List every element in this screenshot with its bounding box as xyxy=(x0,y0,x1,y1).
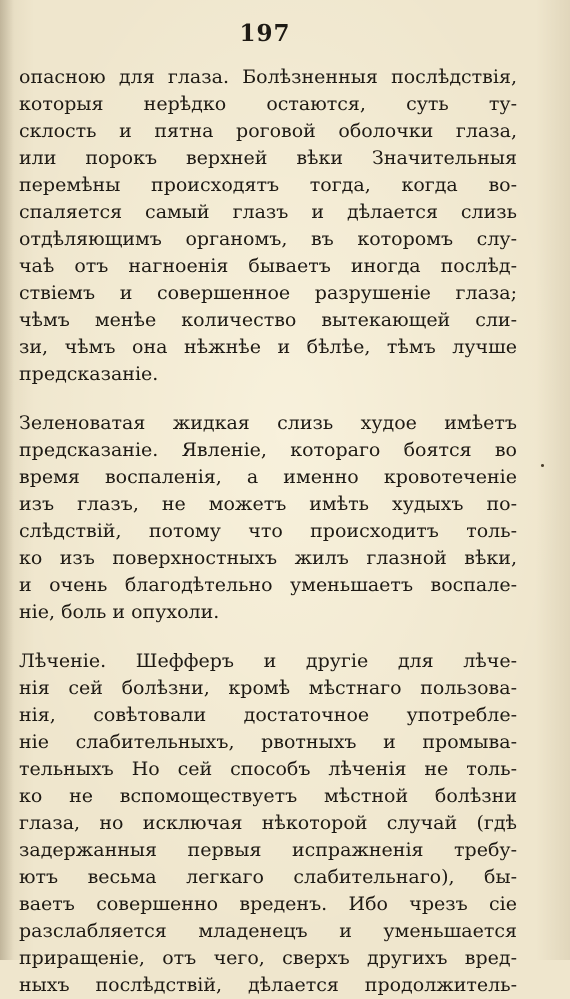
paragraph-2 xyxy=(19,410,517,626)
text-line: или порокъ верхней вѣки Значительныя xyxy=(19,147,517,169)
text-line: опасною для глаза. Болѣзненныя послѣдствія, xyxy=(19,66,517,88)
text-line: предсказаніе. Явленіе, котораго боятся во xyxy=(19,439,517,461)
margin-ink-speck xyxy=(541,464,544,467)
text-line: чаѣ отъ нагноенія бываетъ иногда послѣд- xyxy=(19,255,517,277)
text-line: разслабляется младенецъ и уменьшается xyxy=(19,920,517,942)
binding-shadow xyxy=(0,0,14,960)
text-line: нія сей болѣзни, кромѣ мѣстнаго пользова- xyxy=(19,677,517,699)
text-line: отдѣляющимъ органомъ, въ которомъ слу- xyxy=(19,228,517,250)
text-line: приращеніе, отъ чего, сверхъ другихъ вред- xyxy=(19,947,517,969)
paragraph-3 xyxy=(19,648,517,999)
paragraph-1 xyxy=(19,64,517,388)
text-line: задержанныя первыя испражненія требу- xyxy=(19,839,517,861)
paragraph-gap xyxy=(19,626,517,648)
page-number: 197 xyxy=(239,20,291,47)
text-line: ко не вспомоществуетъ мѣстной болѣзни xyxy=(19,785,517,807)
text-line: чѣмъ менѣе количество вытекающей сли- xyxy=(19,309,517,331)
text-line: изъ глазъ, не можетъ имѣть худыхъ по- xyxy=(19,493,517,515)
text-line: ко изъ поверхностныхъ жилъ глазной вѣки, xyxy=(19,547,517,569)
text-line: склость и пятна роговой оболочки глаза, xyxy=(19,120,517,142)
text-line: глаза, но исключая нѣкоторой случай (гдѣ xyxy=(19,812,517,834)
text-line: Зеленоватая жидкая слизь худое имѣетъ xyxy=(19,412,517,434)
text-line: зи, чѣмъ она нѣжнѣе и бѣлѣе, тѣмъ лучше xyxy=(19,336,517,358)
text-line: ныхъ послѣдствій, дѣлается продолжитель- xyxy=(19,974,517,996)
text-line: ваетъ совершенно вреденъ. Ибо чрезъ сіе xyxy=(19,893,517,915)
text-line: ніе слабительныхъ, рвотныхъ и промыва- xyxy=(19,731,517,753)
body-text xyxy=(19,64,517,999)
text-line: которыя нерѣдко остаются, суть ту- xyxy=(19,93,517,115)
text-line: спаляется самый глазъ и дѣлается слизь xyxy=(19,201,517,223)
text-line: перемѣны происходятъ тогда, когда во- xyxy=(19,174,517,196)
text-line: ніе, боль и опухоли. xyxy=(19,601,220,623)
text-line: слѣдствій, потому что происходитъ толь- xyxy=(19,520,517,542)
paragraph-gap xyxy=(19,388,517,410)
text-line: нія, совѣтовали достаточное употребле- xyxy=(19,704,517,726)
text-line: ютъ весьма легкаго слабительнаго), бы- xyxy=(19,866,517,888)
text-line: тельныхъ Но сей способъ лѣченія не толь- xyxy=(19,758,517,780)
text-line: ствіемъ и совершенное разрушеніе глаза; xyxy=(19,282,517,304)
text-line: Лѣченіе. Шефферъ и другіе для лѣче- xyxy=(19,650,517,672)
text-line: предсказаніе. xyxy=(19,363,159,385)
text-line: время воспаленія, а именно кровотеченіе xyxy=(19,466,517,488)
text-line: и очень благодѣтельно уменьшаетъ воспале- xyxy=(19,574,517,596)
